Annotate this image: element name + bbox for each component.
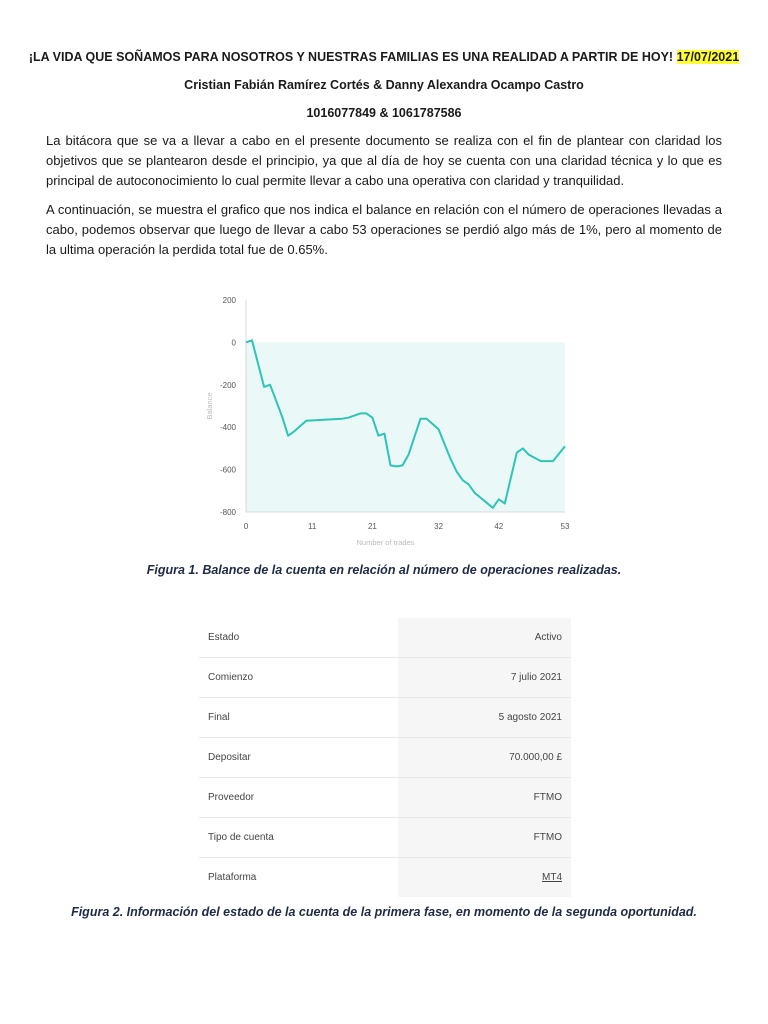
table-row-label: Proveedor (208, 792, 255, 803)
figure-1-caption: Figura 1. Balance de la cuenta en relación al número de operaciones realizadas. (146, 563, 622, 577)
table-row-label: Estado (208, 632, 240, 643)
y-axis-label: Balance (205, 392, 214, 420)
balance-chart (200, 288, 580, 550)
intro-paragraph: La bitácora que se va a llevar a cabo en el presente documento se realiza con el fin de plantear con claridad los objetivos que se plantearon desde el principio, ya que al día de hoy se cuenta con una claridad técnica y lo que es principal de autoconocimiento lo cual permite llevar a cabo una operativa con claridad y tranquilidad. (46, 133, 722, 188)
table-row-value: 5 agosto 2021 (398, 698, 571, 737)
y-tick-label: -600 (219, 465, 236, 475)
table-row-value: FTMO (398, 818, 571, 857)
account-info-table (199, 618, 571, 897)
y-tick-label: 200 (222, 296, 236, 305)
table-row-label: Tipo de cuenta (208, 832, 274, 843)
title-text: ¡LA VIDA QUE SOÑAMOS PARA NOSOTROS Y NUESTRAS FAMILIAS ES UNA REALIDAD A PARTIR DE HOY! (28, 50, 674, 64)
table-row-label: Depositar (208, 752, 251, 763)
table-row (199, 738, 571, 778)
chart-description-paragraph: A continuación, se muestra el grafico que nos indica el balance en relación con el número de operaciones llevadas a cabo, podemos observar que luego de llevar a cabo 53 operaciones se perdió algo más de 1%, pero al momento de la ultima operación la perdida total fue de 0.65%. (46, 202, 722, 257)
table-row-value[interactable] (398, 858, 571, 897)
table-row (199, 658, 571, 698)
table-row (199, 698, 571, 738)
balance-chart-svg (200, 288, 580, 550)
x-tick-label: 21 (367, 522, 377, 531)
ids-line: 1016077849 & 1061787586 (306, 106, 462, 120)
authors-line: Cristian Fabián Ramírez Cortés & Danny Alexandra Ocampo Castro (184, 78, 584, 92)
y-tick-label: -200 (219, 380, 236, 390)
table-row-label: Final (208, 712, 230, 723)
table-row (199, 858, 571, 897)
title-date: 17/07/2021 (676, 50, 740, 64)
table-row (199, 778, 571, 818)
y-tick-label: 0 (231, 338, 236, 348)
table-row-value: 7 julio 2021 (398, 658, 571, 697)
table-row-label: Comienzo (208, 672, 254, 683)
table-row (199, 618, 571, 658)
platform-link[interactable]: MT4 (542, 872, 562, 883)
y-tick-label: -800 (219, 508, 236, 517)
x-tick-label: 53 (560, 522, 570, 531)
x-tick-label: 32 (434, 522, 444, 531)
table-row-value: FTMO (398, 778, 571, 817)
x-tick-label: 11 (308, 522, 317, 531)
table-row-value: Activo (398, 618, 571, 657)
chart-area-fill (246, 342, 565, 512)
y-tick-label: -400 (219, 423, 236, 433)
x-tick-label: 0 (243, 522, 249, 531)
table-row-value: 70.000,00 £ (398, 738, 571, 777)
document-title (0, 50, 768, 64)
table-row (199, 818, 571, 858)
x-tick-label: 42 (494, 522, 504, 531)
figure-2-caption: Figura 2. Información del estado de la cuenta de la primera fase, en momento de la segunda oportunidad. (71, 905, 697, 919)
table-row-label: Plataforma (208, 872, 257, 883)
x-axis-label: Number of trades (356, 538, 415, 547)
